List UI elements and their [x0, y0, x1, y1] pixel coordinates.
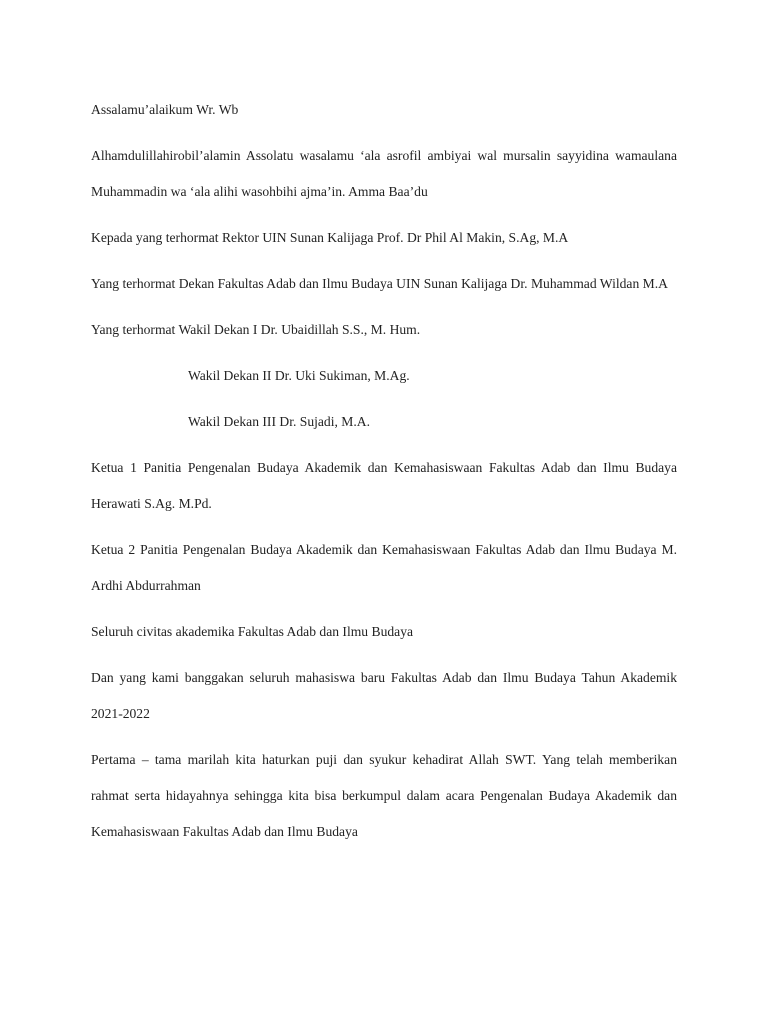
address-rector: Kepada yang terhormat Rektor UIN Sunan Kalijaga Prof. Dr Phil Al Makin, S.Ag, M.A: [91, 230, 569, 245]
greeting-opening: Alhamdulillahirobil’alamin Assolatu wasalamu ‘ala asrofil ambiyai wal mursalin sayyidina wamaulana Muhammadin wa ‘ala alihi wasohbihi ajma’in. Amma Baa’du: [91, 148, 677, 199]
address-dean: Yang terhormat Dekan Fakultas Adab dan Ilmu Budaya UIN Sunan Kalijaga Dr. Muhammad Wildan M.A: [91, 276, 668, 291]
address-new-students: Dan yang kami banggakan seluruh mahasiswa baru Fakultas Adab dan Ilmu Budaya Tahun Akademik 2021-2022: [91, 670, 677, 721]
opening-paragraph: Pertama – tama marilah kita haturkan puji dan syukur kehadirat Allah SWT. Yang telah memberikan rahmat serta hidayahnya sehingga kita bisa berkumpul dalam acara Pengenalan Budaya Akademik dan Kemahasiswaan Fakultas Adab dan Ilmu Budaya: [91, 752, 677, 839]
address-vice-dean-3: Wakil Dekan III Dr. Sujadi, M.A.: [188, 414, 371, 429]
address-academic-community: Seluruh civitas akademika Fakultas Adab dan Ilmu Budaya: [91, 624, 414, 639]
address-committee-chair-2: Ketua 2 Panitia Pengenalan Budaya Akademik dan Kemahasiswaan Fakultas Adab dan Ilmu Budaya M. Ardhi Abdurrahman: [91, 542, 677, 593]
address-vice-dean-2: Wakil Dekan II Dr. Uki Sukiman, M.Ag.: [188, 368, 410, 383]
address-committee-chair-1: Ketua 1 Panitia Pengenalan Budaya Akademik dan Kemahasiswaan Fakultas Adab dan Ilmu Budaya Herawati S.Ag. M.Pd.: [91, 460, 677, 511]
address-vice-dean-1: Yang terhormat Wakil Dekan I Dr. Ubaidillah S.S., M. Hum.: [91, 322, 421, 337]
greeting-salam: Assalamu’alaikum Wr. Wb: [91, 102, 239, 117]
document-body: [91, 92, 677, 860]
